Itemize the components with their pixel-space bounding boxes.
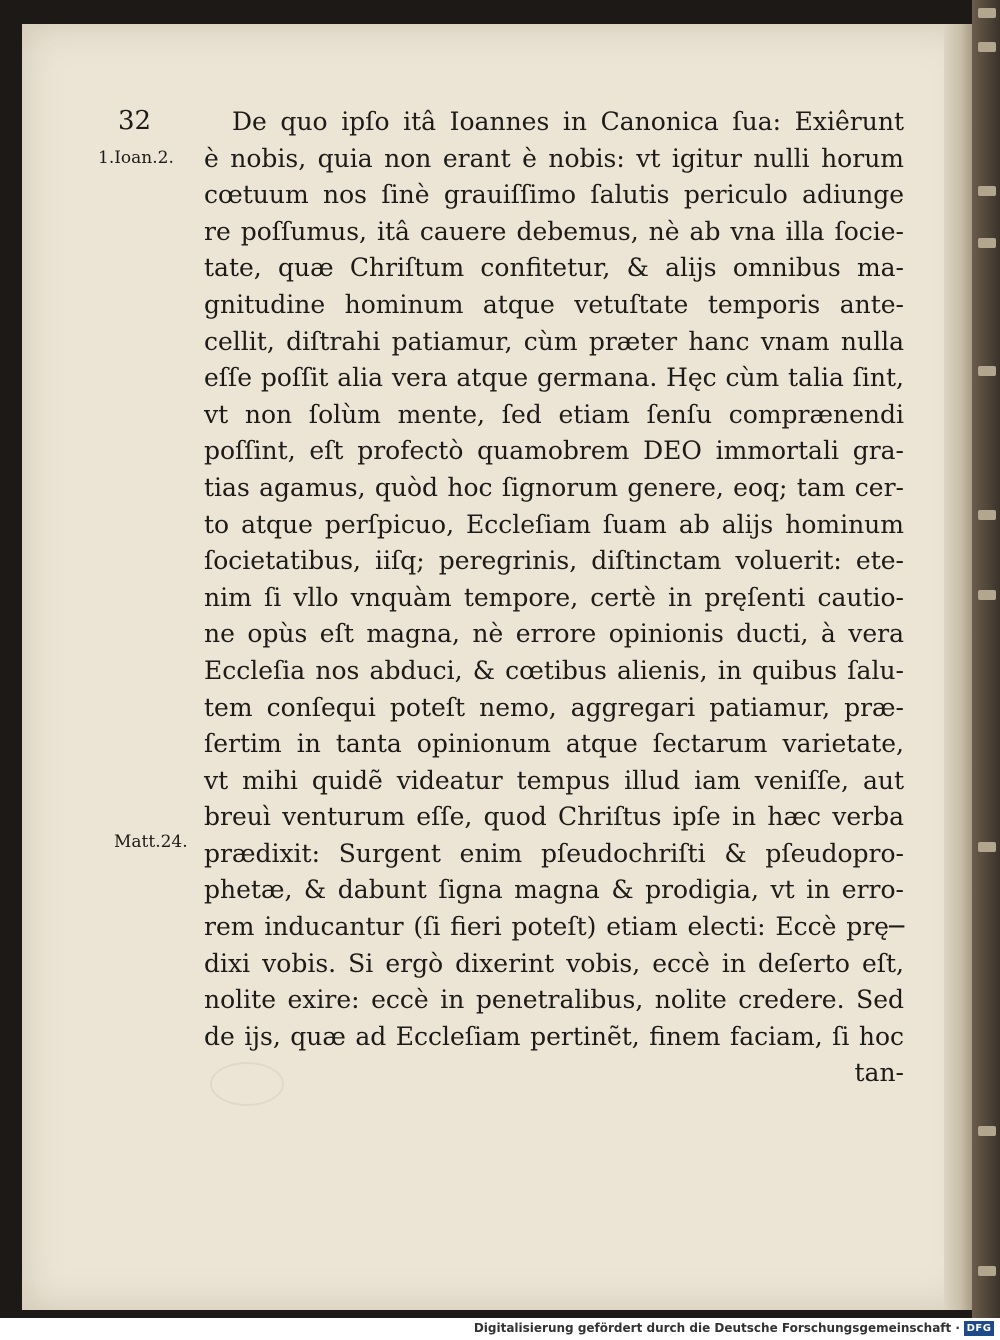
text-line: vt mihi quidẽ videatur tempus illud iam veniſſe, aut — [204, 765, 904, 795]
footer-bar — [0, 1318, 1000, 1340]
marginal-note-ioan: 1.Ioan.2. — [98, 148, 174, 168]
body-text — [204, 104, 904, 1092]
text-line: breuì venturum eſſe, quod Chriſtus ipſe in hæc verba — [204, 802, 904, 832]
text-line: tias agamus, quòd hoc ſignorum genere, eoq; tam cer- — [204, 472, 904, 502]
ink-show-through — [210, 1062, 284, 1106]
text-line: to atque perſpicuo, Eccleſiam ſuam ab alijs hominum — [204, 509, 904, 539]
text-line: prædixit: Surgent enim pſeudochriſti & pſeudopro- — [204, 838, 904, 868]
catchword: tan- — [854, 1058, 904, 1088]
text-line: ſocietatibus, iiſq; peregrinis, diſtinctam voluerit: ete- — [204, 546, 904, 576]
marginal-note-matt: Matt.24. — [114, 832, 188, 852]
text-line: phetæ, & dabunt ſigna magna & prodigia, vt in erro- — [204, 875, 904, 905]
page-number: 32 — [118, 106, 152, 136]
text-line: tate, quæ Chriſtum confitetur, & alijs omnibus ma- — [204, 253, 904, 283]
text-line: rem inducantur (ſi fieri poteſt) etiam electi: Eccè prę─ — [204, 912, 904, 942]
text-line: è nobis, quia non erant è nobis: vt igitur nulli horum — [204, 143, 904, 173]
text-line: De quo ipſo itâ Ioannes in Canonica ſua: Exiêrunt — [232, 107, 904, 136]
edge-mark — [978, 1126, 996, 1136]
edge-mark — [978, 8, 996, 18]
text-line: eſſe poſſit alia vera atque germana. Hęc cùm talia ſint, — [204, 363, 904, 393]
text-line: nim ſi vllo vnquàm tempore, certè in pręſenti cautio- — [204, 582, 904, 612]
book-edge-markings — [978, 0, 996, 1318]
edge-mark — [978, 186, 996, 196]
text-line: re poſſumus, itâ cauere debemus, nè ab vna illa ſocie- — [204, 216, 904, 246]
text-line: cellit, diſtrahi patiamur, cùm præter hanc vnam nulla — [204, 326, 904, 356]
text-line: nolite exire: eccè in penetralibus, nolite credere. Sed — [204, 985, 904, 1015]
edge-mark — [978, 42, 996, 52]
text-line: vt non ſolùm mente, ſed etiam ſenſu comprænendi — [204, 399, 904, 429]
text-line: de ijs, quæ ad Eccleſiam pertinẽt, finem faciam, ſi hoc — [204, 1021, 904, 1051]
text-line: ſertim in tanta opinionum atque ſectarum varietate, — [204, 729, 904, 759]
dfg-logo[interactable]: DFG — [964, 1321, 994, 1336]
edge-mark — [978, 366, 996, 376]
text-line: Eccleſia nos abduci, & cœtibus alienis, in quibus ſalu- — [204, 655, 904, 685]
edge-mark — [978, 1266, 996, 1276]
funding-credit: Digitalisierung gefördert durch die Deutsche Forschungsgemeinschaft · — [473, 1321, 960, 1335]
edge-mark — [978, 510, 996, 520]
text-line: gnitudine hominum atque vetuſtate temporis ante- — [204, 289, 904, 319]
edge-mark — [978, 842, 996, 852]
text-line: dixi vobis. Si ergò dixerint vobis, eccè in deſerto eſt, — [204, 948, 904, 978]
page-edge-shading — [944, 24, 972, 1310]
text-line: tem conſequi poteſt nemo, aggregari patiamur, præ- — [204, 692, 904, 722]
text-line: ne opùs eſt magna, nè errore opinionis ducti, à vera — [204, 619, 904, 649]
text-line: poſſint, eſt profectò quamobrem DEO immortali gra- — [204, 436, 904, 466]
edge-mark — [978, 590, 996, 600]
edge-mark — [978, 238, 996, 248]
text-line: cœtuum nos ſinè grauiſſimo ſalutis periculo adiunge — [204, 180, 904, 210]
